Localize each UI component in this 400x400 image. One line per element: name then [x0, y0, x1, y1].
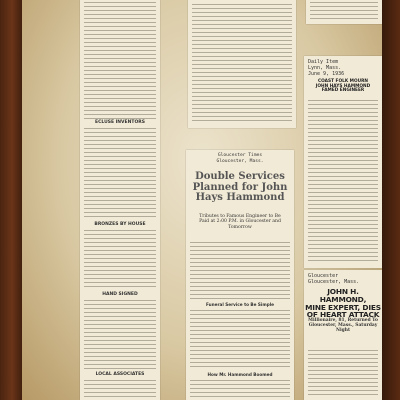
headline-line: MINE EXPERT, DIES: [305, 302, 381, 312]
text-block: [84, 230, 156, 290]
newspaper-stamp: [304, 56, 382, 80]
text-block: [308, 100, 378, 264]
text-block: [192, 4, 292, 124]
stamp-line: Gloucester: [308, 273, 339, 279]
subhead: HAND SIGNED: [102, 292, 138, 297]
clipping-right-bottom: [304, 270, 382, 400]
headline-deck: Millionaire, 81, Returned To Gloucester, Mass., Saturday Night: [308, 318, 378, 334]
headline-line: FAMED ENGINEER: [321, 88, 365, 93]
clipping-left-column: [80, 0, 160, 400]
text-block: [84, 380, 156, 398]
headline-deck: Tributes to Famous Engineer to Be Paid at 2:00 P.M. in Gloucester and Tomorrow: [199, 214, 281, 230]
subhead: BRONZES BY HOUSE: [94, 222, 146, 227]
text-block: [190, 310, 290, 370]
headline-line: JOHN HAYS HAMMOND: [315, 83, 371, 89]
headline-line: OF HEART ATTACK: [306, 310, 380, 320]
text-block: [84, 128, 156, 220]
clipping-right-middle: [304, 56, 382, 268]
text-block: [84, 2, 156, 120]
stamp-line: Gloucester Times: [217, 153, 263, 158]
subhead: How Mr. Hammond Boomed: [207, 372, 273, 377]
text-block: [310, 2, 378, 22]
newspaper-stamp: [304, 270, 382, 287]
headline: [306, 80, 380, 94]
text-block: [308, 350, 378, 398]
clipping-top-right: [306, 0, 382, 24]
headline: [188, 172, 292, 204]
headline-line: Hays Hammond: [195, 192, 285, 203]
stamp-line: Gloucester, Mass.: [308, 279, 360, 286]
clipping-center: [186, 150, 294, 400]
text-block: [190, 242, 290, 300]
headline-line: Planned for John: [192, 181, 288, 193]
subhead: LOCAL ASSOCIATES: [95, 372, 145, 377]
stamp-line: Lynn, Mass.: [308, 65, 342, 72]
stamp-line: Gloucester, Mass.: [216, 159, 264, 164]
subhead: Funeral Service to Be Simple: [205, 302, 275, 307]
newspaper-stamp: [186, 150, 294, 167]
text-block: [84, 300, 156, 370]
stamp-line: Daily Item: [308, 59, 339, 65]
headline: [305, 288, 381, 319]
headline-line: Double Services: [195, 171, 285, 182]
clipping-top-center: [188, 0, 296, 128]
headline-line: JOHN H. HAMMOND,: [319, 287, 367, 304]
stamp-line: June 9, 1936: [308, 71, 345, 78]
headline-line: COAST FOLK MOURN: [317, 79, 368, 84]
text-block: [190, 380, 290, 398]
subhead: ECLUSE INVENTORS: [95, 120, 145, 125]
